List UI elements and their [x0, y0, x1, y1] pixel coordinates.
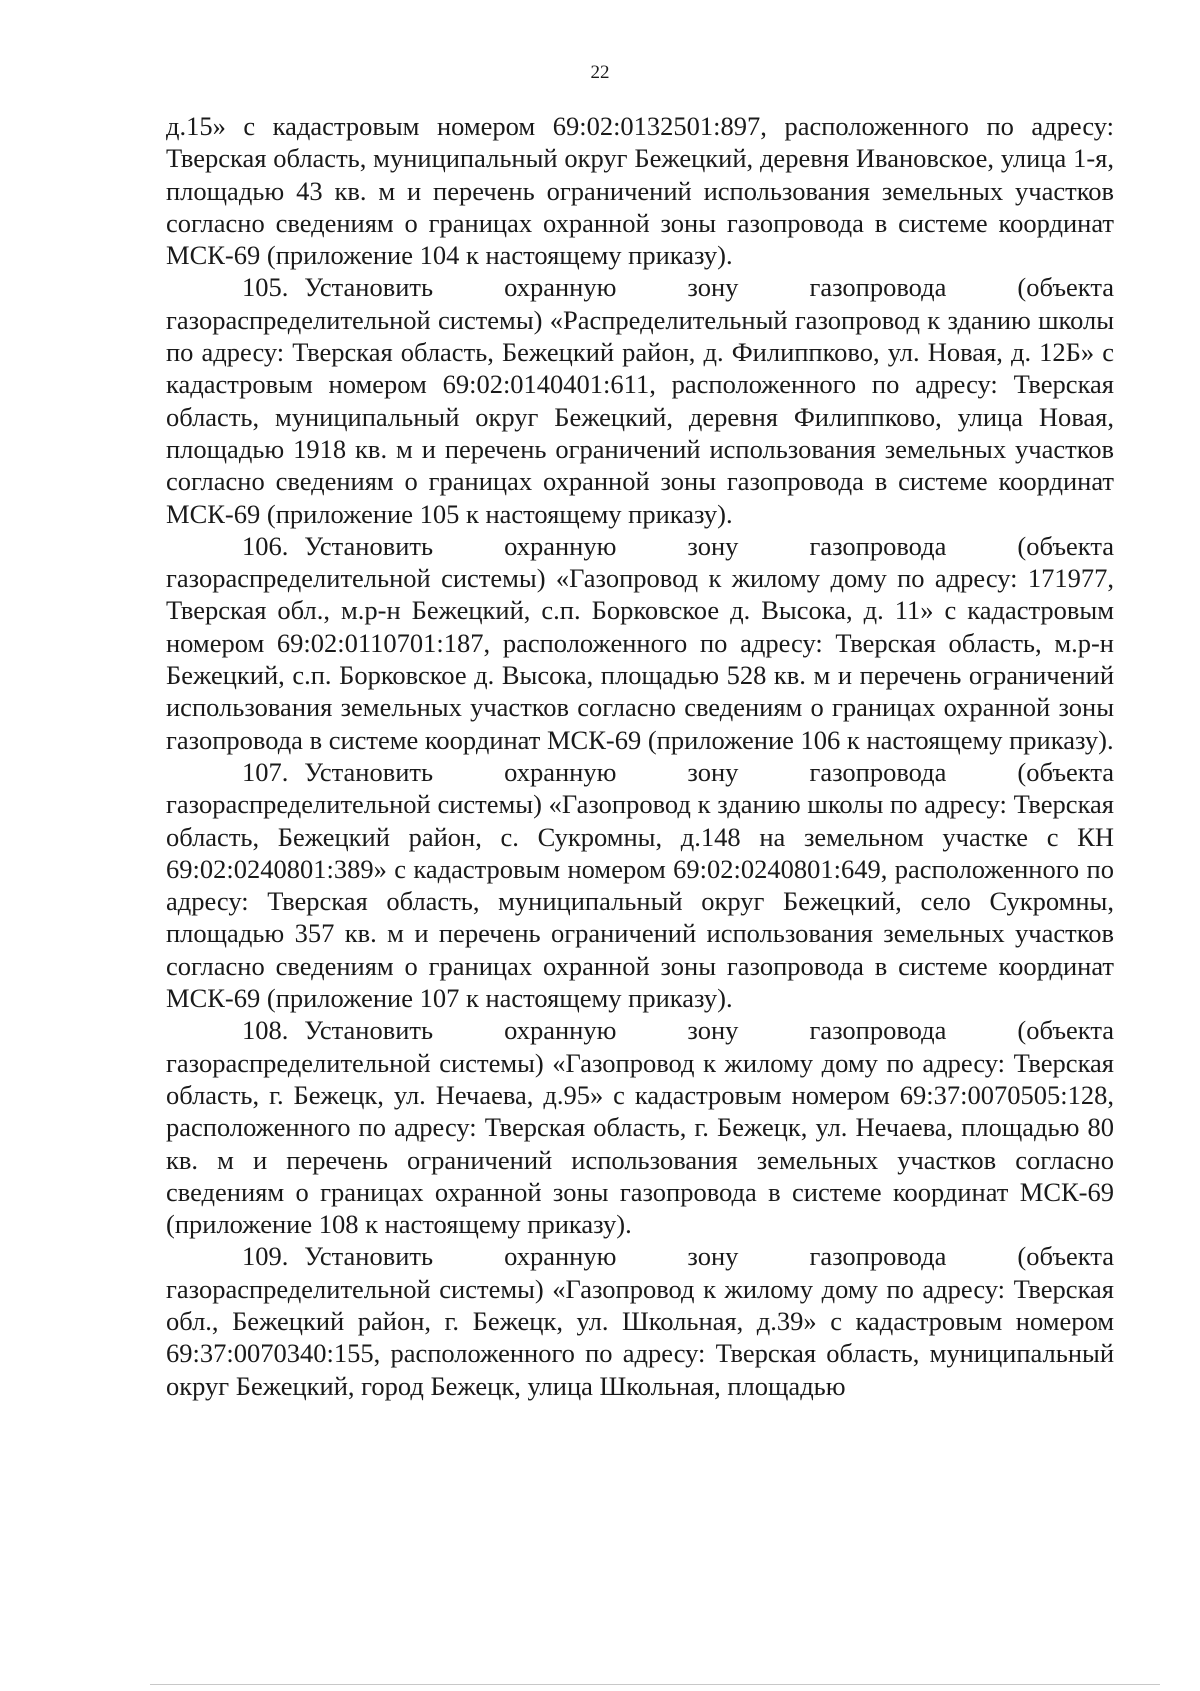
paragraph-continuation — [166, 110, 1114, 271]
paragraph-number: 107. — [242, 756, 289, 787]
page-bottom-divider — [150, 1684, 1160, 1685]
paragraph-number: 106. — [242, 530, 289, 561]
paragraph-number: 105. — [242, 272, 289, 303]
paragraph-107 — [166, 756, 1114, 1014]
paragraph-number: 108. — [242, 1015, 289, 1046]
paragraph-108 — [166, 1014, 1114, 1240]
paragraph-105 — [166, 271, 1114, 529]
page-number: 22 — [590, 62, 610, 83]
paragraph-106 — [166, 530, 1114, 756]
paragraph-text: Установить охранную зону газопровода (объекта газораспределительной системы) «Газопровод к жилому дому по адресу: Тверская обл., Бежецкий район, г. Бежецк, ул. Школьная, д.39» с кадастровым номером 69:37:0070340:155, расположенного по адресу: Тверская область, муниципальный округ Бежецкий, город Бежецк, улица Школьная, площадью — [166, 1241, 1114, 1401]
paragraph-text: Установить охранную зону газопровода (объекта газораспределительной системы) «Газопровод к жилому дому по адресу: 171977, Тверская обл., м.р-н Бежецкий, с.п. Борковское д. Высока, д. 11» с кадастровым номером 69:02:0110701:187, расположенного по адресу: Тверская область, м.р-н Бежецкий, с.п. Борковское д. Высока, площадью 528 кв. м и перечень ограничений использования земельных участков согласно сведениям о границах охранной зоны газопровода в системе координат МСК-69 (приложение 106 к настоящему приказу). — [166, 530, 1114, 755]
document-body — [166, 110, 1114, 1402]
paragraph-109 — [166, 1240, 1114, 1401]
paragraph-text: Установить охранную зону газопровода (объекта газораспределительной системы) «Распределительный газопровод к зданию школы по адресу: Тверская область, Бежецкий район, д. Филиппково, ул. Новая, д. 12Б» с кадастровым номером 69:02:0140401:611, расположенного по адресу: Тверская область, муниципальный округ Бежецкий, деревня Филиппково, улица Новая, площадью 1918 кв. м и перечень ограничений использования земельных участков согласно сведениям о границах охранной зоны газопровода в системе координат МСК-69 (приложение 105 к настоящему приказу). — [166, 272, 1114, 529]
paragraph-text: Установить охранную зону газопровода (объекта газораспределительной системы) «Газопровод к жилому дому по адресу: Тверская область, г. Бежецк, ул. Нечаева, д.95» с кадастровым номером 69:37:0070505:128, расположенного по адресу: Тверская область, г. Бежецк, ул. Нечаева, площадью 80 кв. м и перечень ограничений использования земельных участков согласно сведениям о границах охранной зоны газопровода в системе координат МСК-69 (приложение 108 к настоящему приказу). — [166, 1015, 1114, 1240]
paragraph-number: 109. — [242, 1241, 289, 1272]
paragraph-text: Установить охранную зону газопровода (объекта газораспределительной системы) «Газопровод к зданию школы по адресу: Тверская область, Бежецкий район, с. Сукромны, д.148 на земельном участке с КН 69:02:0240801:389» с кадастровым номером 69:02:0240801:649, расположенного по адресу: Тверская область, муниципальный округ Бежецкий, село Сукромны, площадью 357 кв. м и перечень ограничений использования земельных участков согласно сведениям о границах охранной зоны газопровода в системе координат МСК-69 (приложение 107 к настоящему приказу). — [166, 756, 1114, 1014]
paragraph-text: д.15» с кадастровым номером 69:02:0132501:897, расположенного по адресу: Тверская область, муниципальный округ Бежецкий, деревня Ивановское, улица 1-я, площадью 43 кв. м и перечень ограничений использования земельных участков согласно сведениям о границах охранной зоны газопровода в системе координат МСК-69 (приложение 104 к настоящему приказу). — [166, 111, 1114, 271]
